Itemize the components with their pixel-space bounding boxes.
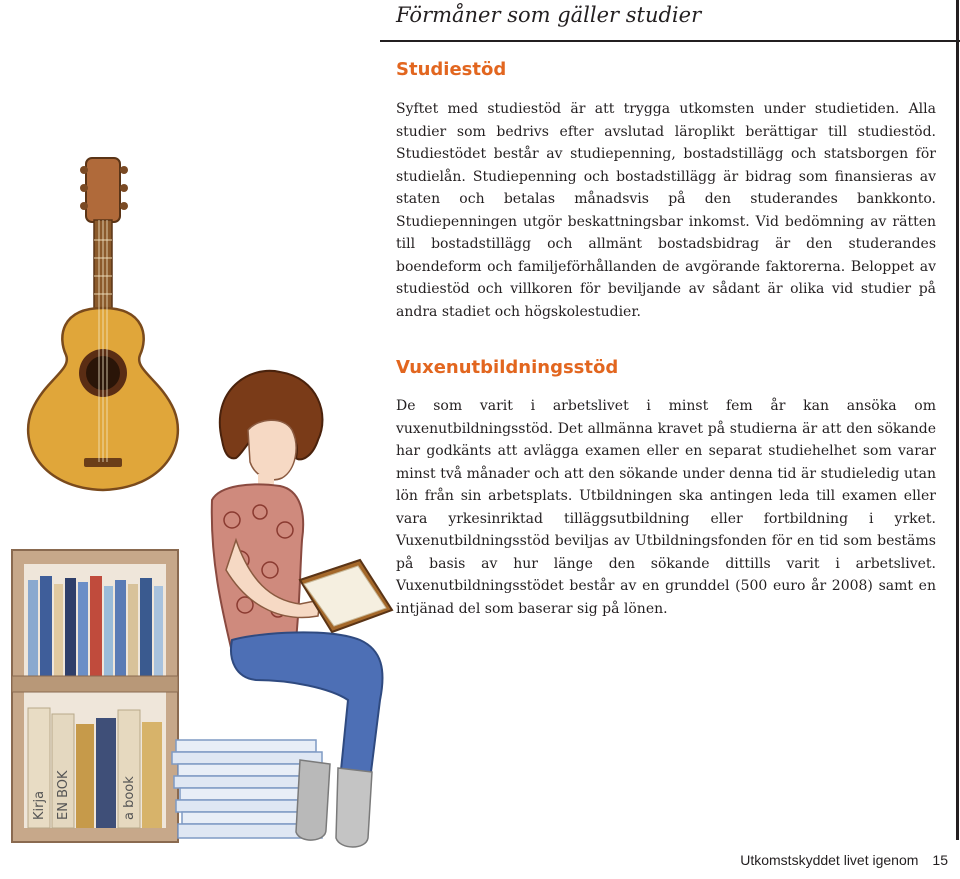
footer-publication-title: Utkomstskyddet livet igenom: [740, 852, 919, 868]
section-paragraph-studiestod: Syftet med studiestöd är att trygga utkomsten under studietiden. Alla studier som bedrivs efter avslutad läroplikt berättigar till studiestöd. Studiestödet består av studiepenning, bostadstillägg och statsborgen för studielån. Studiepenning och bostadstillägg är bidrag som finansieras av staten och betalas månadsvis på den studerandes bankkonto. Studiepenningen utgör beskattningsbar inkomst. Vid bedömning av rätten till bostadstillägg och allmänt bostadsbidrag är den studerandes boendeform och familjeförhållanden de avgörande faktorerna. Beloppet av studiestöd och villkoren för beviljande av sådant är olika vid studier på andra stadiet och högskolestudier.: [396, 101, 936, 320]
section-heading-vuxenutbildningsstod: Vuxenutbildningsstöd: [396, 357, 619, 378]
bookshelf-illustration: [12, 550, 178, 842]
section-paragraph-vuxenutbildningsstod: De som varit i arbetslivet i minst fem år kan ansöka om vuxenutbildningsstöd. Det allmänna kravet på studierna är att den sökande har godkänts att avlägga examen eller en separat studiehelhet som varar minst två månader och att den sökande under denna tid är studieledig utan lön från sin arbetsplats. Utbildningen ska antingen leda till examen eller vara yrkesinriktad tilläggsutbildning eller fortbildning i yrket. Vuxenutbildningsstöd beviljas av Utbildningsfonden för en tid som bestäms på basis av hur länge den sökande dittills varit i arbetslivet. Vuxenutbildningsstödet består av en grunddel (500 euro år 2008) samt en intjänad del som baserar sig på lönen.: [396, 398, 936, 617]
book-spine-a-book: a book: [122, 776, 137, 820]
chapter-title: Förmåner som gäller studier: [396, 3, 702, 27]
illustration-reading-girl: [0, 140, 430, 860]
guitar-illustration: [28, 158, 178, 490]
right-margin-rule: [956, 0, 959, 840]
page-footer: [740, 851, 948, 869]
book-spine-en-bok: EN BOK: [56, 770, 71, 820]
header-rule: [380, 40, 960, 42]
book-spine-kirja: Kirja: [32, 790, 47, 820]
section-heading-studiestod: Studiestöd: [396, 59, 507, 80]
page-number: 15: [932, 852, 948, 868]
